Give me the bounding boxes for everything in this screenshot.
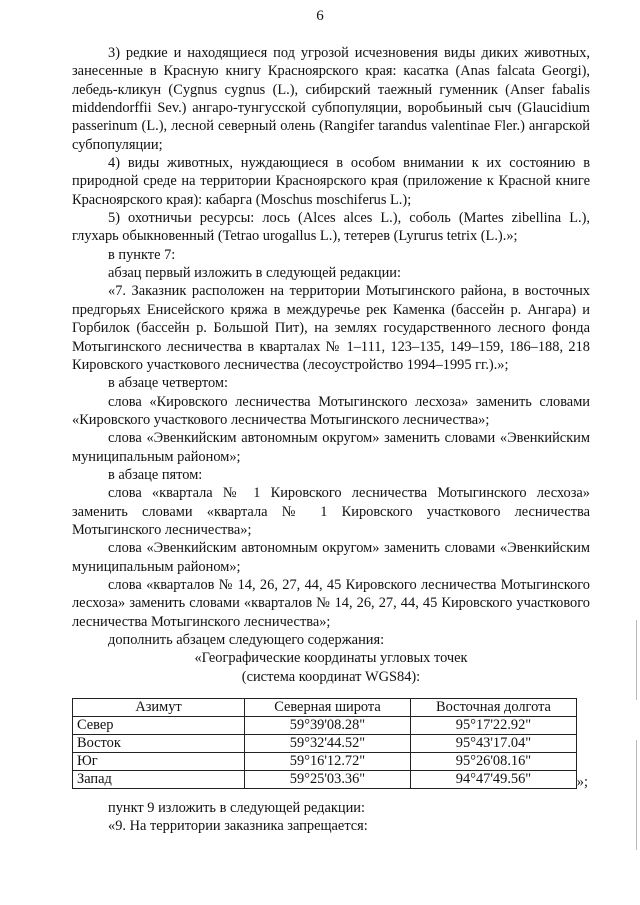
paragraph: в абзаце пятом: bbox=[108, 466, 203, 483]
header-longitude: Восточная долгота bbox=[411, 699, 577, 717]
paragraph: абзац первый изложить в следующей редакции: bbox=[108, 265, 402, 282]
table-title: «Географические координаты угловых точек bbox=[194, 650, 468, 667]
table-row bbox=[73, 771, 577, 789]
table-row bbox=[73, 717, 577, 735]
cell-azimuth: Запад bbox=[73, 771, 245, 789]
paragraph: 5) охотничьи ресурсы: лось (Alces alces L.), соболь (Martes zibellina L.), глухарь обыкновенный (Tetrao urogallus L.), тетерев (Lyrurus tetrix (L.).»; bbox=[72, 210, 590, 245]
paragraph: «9. На территории заказника запрещается: bbox=[108, 818, 368, 835]
table-header-row bbox=[73, 699, 577, 717]
cell-longitude: 95°26'08.16" bbox=[411, 753, 577, 771]
paragraph: слова «квартала № 1 Кировского лесничества Мотыгинского лесхоза» заменить словами «квартала № 1 Кировского участкового лесничества Мотыгинского лесничества»; bbox=[72, 485, 590, 538]
cell-latitude: 59°25'03.36" bbox=[245, 771, 411, 789]
paragraph: слова «Эвенкийским автономным округом» заменить словами «Эвенкийским муниципальным районом»; bbox=[72, 430, 590, 465]
scan-edge-line bbox=[636, 620, 637, 700]
cell-latitude: 59°16'12.72" bbox=[245, 753, 411, 771]
cell-latitude: 59°32'44.52" bbox=[245, 735, 411, 753]
table-closing-mark: »; bbox=[576, 773, 588, 790]
table-row bbox=[73, 735, 577, 753]
paragraph: пункт 9 изложить в следующей редакции: bbox=[108, 800, 365, 817]
header-latitude: Северная широта bbox=[245, 699, 411, 717]
header-azimuth: Азимут bbox=[73, 699, 245, 717]
document-body bbox=[72, 44, 590, 836]
scan-edge-line bbox=[636, 740, 637, 850]
table-subtitle: (система координат WGS84): bbox=[241, 668, 421, 685]
paragraph: в абзаце четвертом: bbox=[108, 375, 229, 392]
cell-latitude: 59°39'08.28" bbox=[245, 717, 411, 735]
paragraph: слова «кварталов № 14, 26, 27, 44, 45 Кировского лесничества Мотыгинского лесхоза» заменить словами «кварталов № 14, 26, 27, 44, 45 Кировского участкового лесничества Мотыгинского лесничества»; bbox=[72, 576, 590, 630]
paragraph: «7. Заказник расположен на территории Мотыгинского района, в восточных предгорьях Енисейского кряжа в междуречье рек Каменка (бассейн р. Ангара) и Горбилок (бассейн р. Большой Пит), на землях государственного лесного фонда Мотыгинского лесничества в кварталах № 1–111, 123–135, 149–159, 186–188, 218 Кировского участкового лесничества (лесоустройство 1994–1995 гг.).»; bbox=[72, 283, 590, 373]
paragraph: в пункте 7: bbox=[108, 246, 176, 263]
paragraph: 4) виды животных, нуждающиеся в особом внимании к их состоянию в природной среде на территории Красноярского края (приложение к Красной книге Красноярского края): кабарга (Moschus moschiferus L.); bbox=[72, 155, 590, 208]
page-number: 6 bbox=[316, 8, 324, 24]
cell-longitude: 95°17'22.92" bbox=[411, 717, 577, 735]
cell-azimuth: Север bbox=[73, 717, 245, 735]
table-row bbox=[73, 753, 577, 771]
paragraph: слова «Эвенкийским автономным округом» заменить словами «Эвенкийским муниципальным районом»; bbox=[72, 540, 590, 575]
paragraphs-after bbox=[72, 799, 590, 836]
paragraph: слова «Кировского лесничества Мотыгинского лесхоза» заменить словами «Кировского участкового лесничества Мотыгинского лесничества»; bbox=[72, 393, 590, 428]
cell-azimuth: Юг bbox=[73, 753, 245, 771]
cell-azimuth: Восток bbox=[73, 735, 245, 753]
cell-longitude: 94°47'49.56" bbox=[411, 771, 577, 789]
paragraph: 3) редкие и находящиеся под угрозой исчезновения виды диких животных, занесенные в Красную книгу Красноярского края: касатка (Anas falcata Georgi), лебедь-кликун (Cygnus cygnus (L.), сибирский таежный гуменник (Anser fabalis middendorffii Sev.) ангаро-тунгусской субпопуляции, воробьиный сыч (Glaucidium passerinum (L.), лесной северный олень (Rangifer tarandus valentinae Fler.) ангарской субпопуляции; bbox=[72, 45, 590, 153]
paragraph: дополнить абзацем следующего содержания: bbox=[108, 632, 385, 648]
coordinates-table bbox=[72, 698, 577, 789]
coordinates-table-wrap bbox=[72, 698, 590, 789]
cell-longitude: 95°43'17.04" bbox=[411, 735, 577, 753]
